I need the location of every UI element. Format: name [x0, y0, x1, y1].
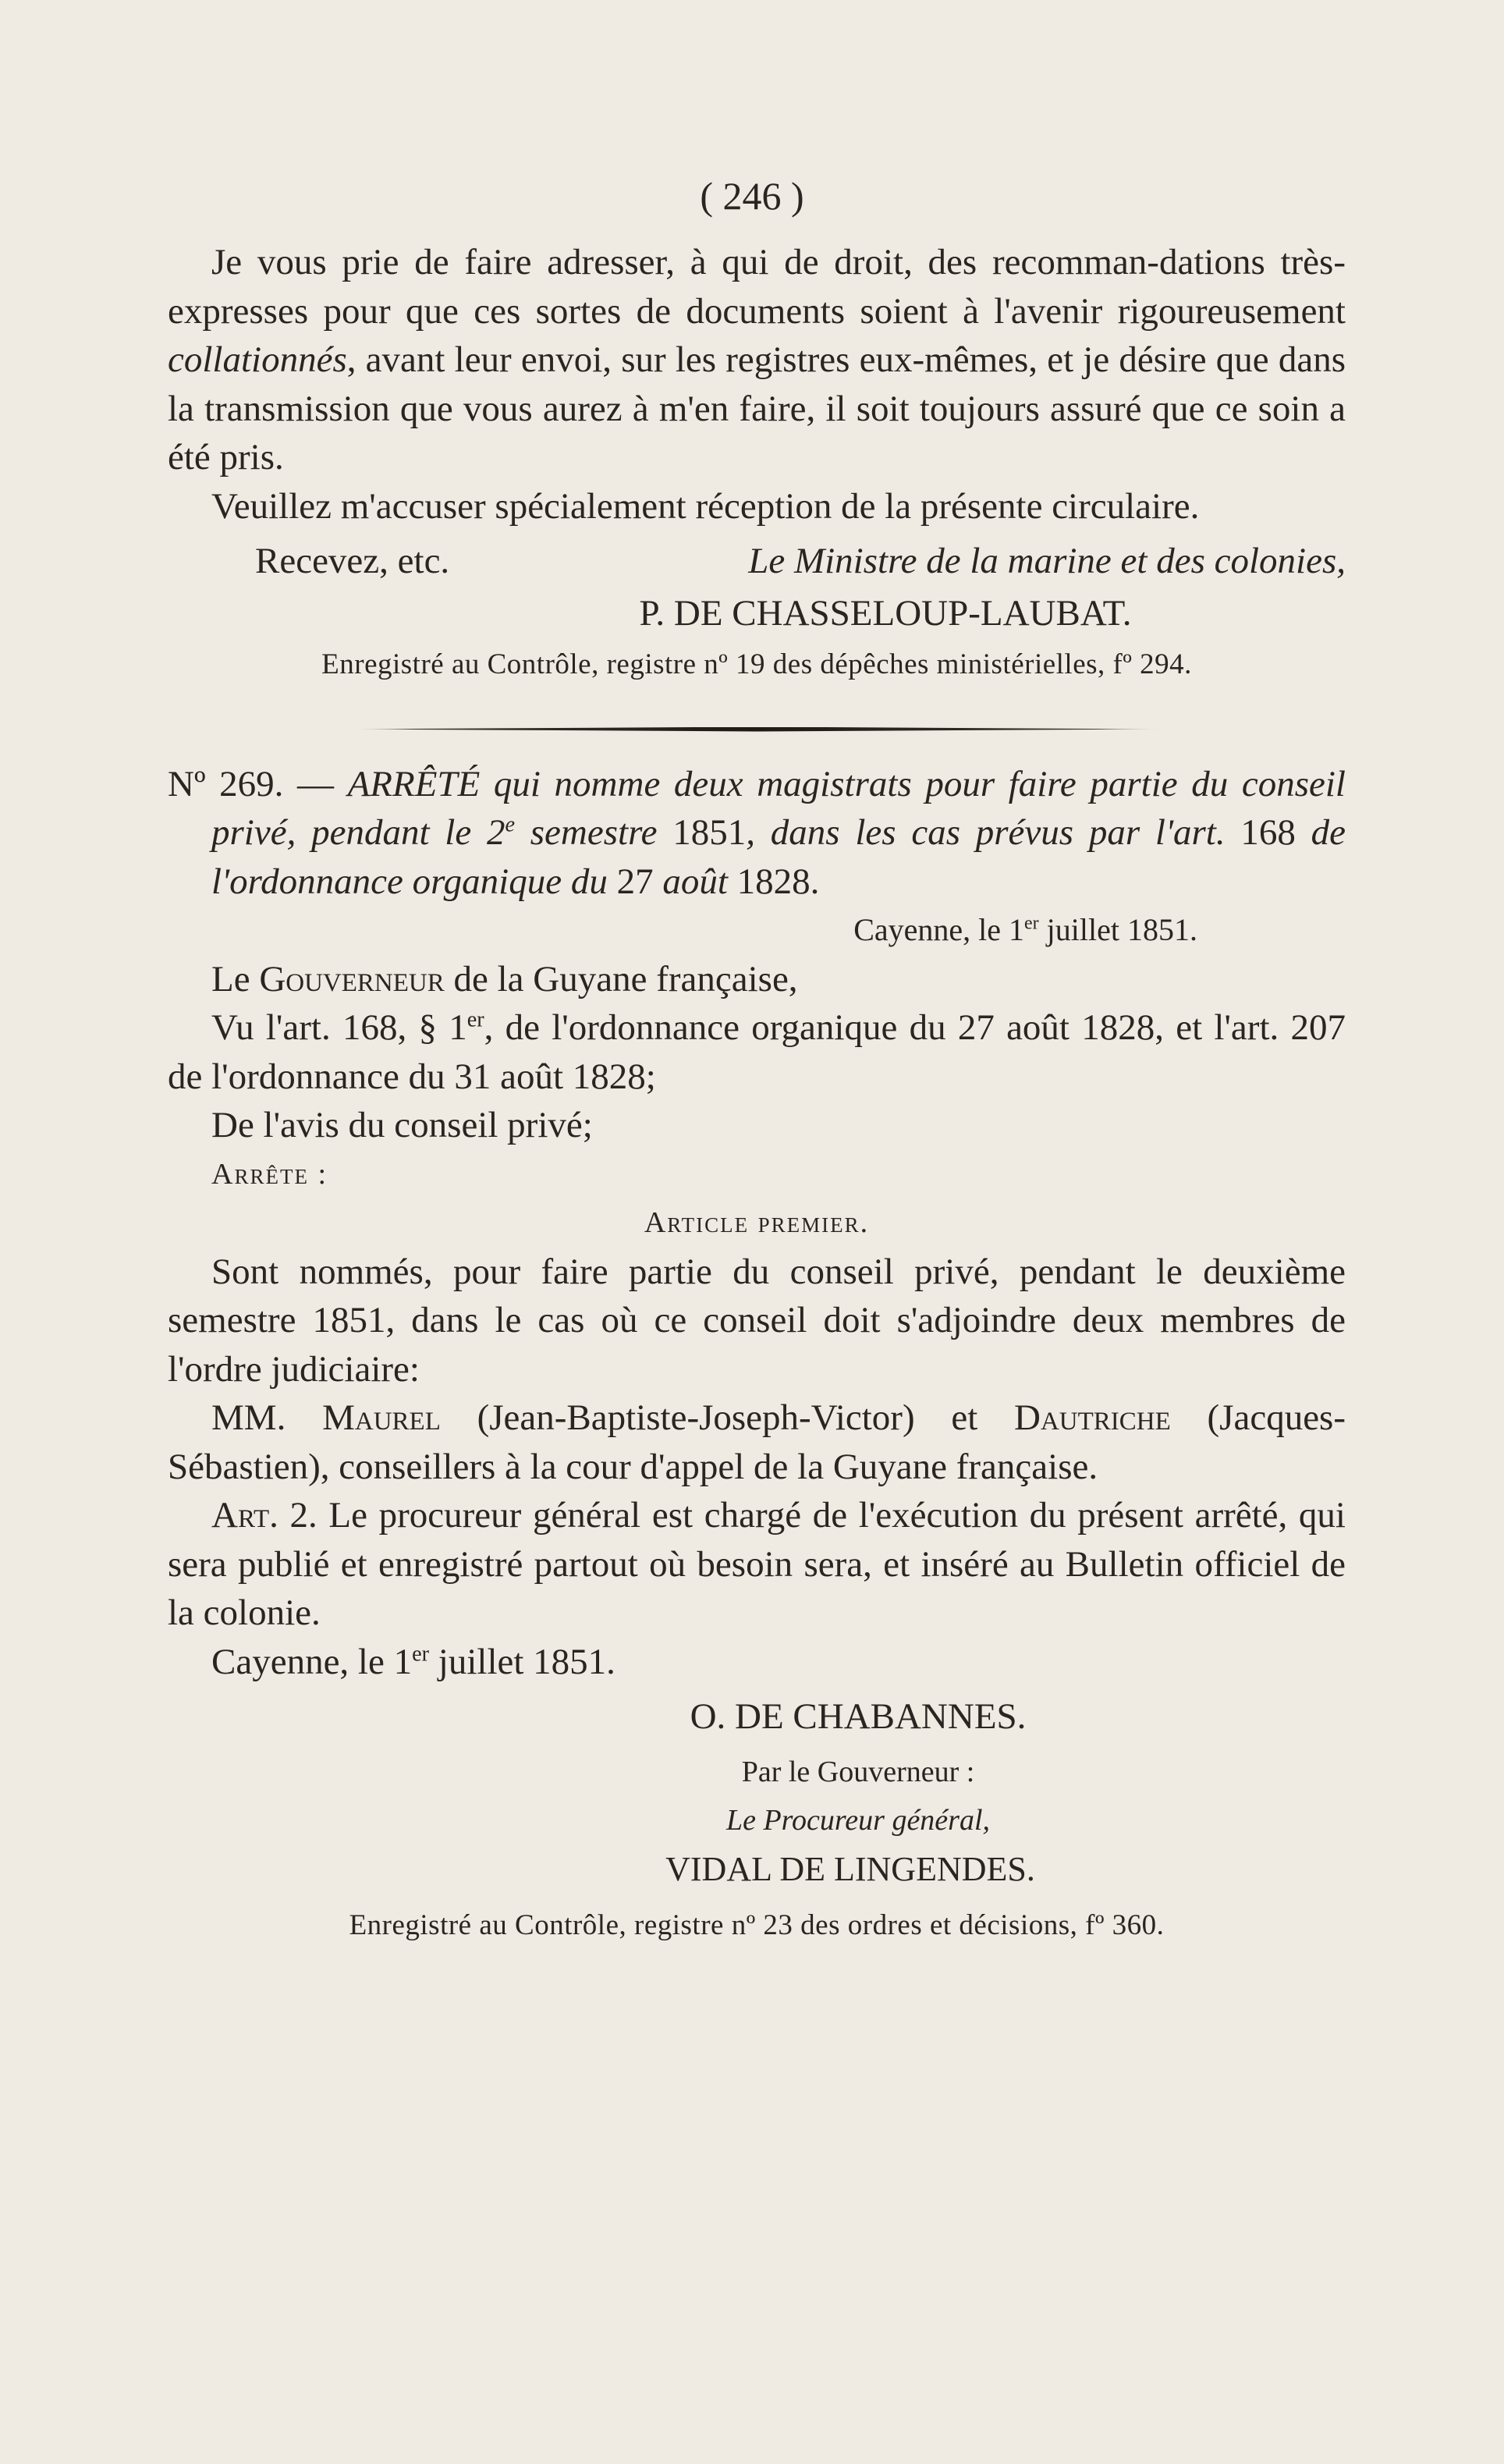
gouverneur-a: Le	[211, 958, 260, 999]
article-premier-heading: Article premier.	[644, 1206, 870, 1239]
paragraph-recommendations	[168, 238, 1346, 482]
decree-date-sup: er	[1024, 913, 1039, 934]
gouverneur-line	[168, 955, 1346, 1004]
decree-title	[168, 760, 1346, 907]
registration-note-2: Enregistré au Contrôle, registre nº 23 des ordres et décisions, fº 360.	[349, 1909, 1165, 1941]
decree-title-part: de l'ordonnance organique du	[211, 812, 1346, 902]
para1-text-a: Je vous prie de faire adresser, à qui de droit, des recomman-dations très-expresses pour que ces sortes de documents soient à l'avenir rigoureusement	[168, 242, 1346, 332]
avis-line: De l'avis du conseil privé;	[211, 1105, 593, 1145]
vu-sup: er	[466, 1007, 484, 1032]
art2-text: Le procureur général est chargé de l'exécution du présent arrêté, qui sera publié et enregistré partout où besoin sera, et inséré au Bulletin officiel de la colonie.	[168, 1495, 1346, 1633]
closing-date-a: Cayenne, le 1	[211, 1641, 413, 1682]
mm-paragraph	[168, 1394, 1346, 1491]
recevez-text: Recevez, etc.	[255, 541, 450, 581]
minister-name: P. DE CHASSELOUP-LAUBAT.	[639, 592, 1132, 634]
decree-title-part: 1828	[736, 861, 811, 902]
gouverneur-sc: Gouverneur	[259, 958, 445, 999]
arrete-heading: Arrête :	[211, 1157, 328, 1191]
decree-date	[168, 906, 1346, 955]
decree-title-sup: e	[505, 812, 515, 837]
art2-label: Art. 2.	[211, 1495, 317, 1536]
mm-b: (Jean-Baptiste-Joseph-Victor) et	[440, 1397, 1015, 1438]
closing-line	[168, 537, 1346, 586]
minister-title: Le Ministre de la marine et des colonies,	[748, 541, 1346, 581]
mm-a: MM.	[211, 1397, 323, 1438]
procureur-title: Le Procureur général,	[725, 1804, 991, 1837]
page-number: ( 246 )	[700, 174, 804, 218]
decree-date-a: Cayenne, le 1	[853, 912, 1025, 947]
decree-title-part: 168	[1240, 812, 1296, 853]
sont-nommes-paragraph: Sont nommés, pour faire partie du conseil privé, pendant le deuxième semestre 1851, dans le cas où ce conseil doit s'adjoindre deux membres de l'ordre judiciaire:	[168, 1251, 1346, 1390]
mm-name-1: Maurel	[322, 1397, 441, 1438]
para1-italic: collationnés	[168, 339, 347, 380]
decree-title-part: 1851	[672, 812, 747, 853]
closing-date-sup: er	[412, 1641, 430, 1666]
paragraph-acknowledge: Veuillez m'accuser spécialement réception de la présente circulaire.	[211, 485, 1200, 527]
body-text	[168, 238, 1346, 1951]
gouverneur-b: de la Guyane française,	[444, 958, 798, 999]
decree-title-part: , dans les cas prévus par l'art.	[746, 812, 1241, 853]
decree-title-part: semestre	[515, 812, 673, 853]
decree-title-part: ARRÊTÉ qui nomme deux magistrats pour faire partie du conseil privé, pendant le 2	[211, 763, 1346, 853]
closing-date	[168, 1638, 1346, 1687]
par-le-gouverneur: Par le Gouverneur :	[741, 1755, 975, 1788]
vu-paragraph	[168, 1003, 1346, 1101]
para1-text-b: , avant leur envoi, sur les registres eux-mêmes, et je désire que dans la transmission que vous aurez à m'en faire, il soit toujours assuré que ce soin a été pris.	[168, 339, 1346, 478]
decree-date-b: juillet 1851.	[1038, 912, 1197, 947]
decree-number: Nº 269. —	[168, 763, 348, 804]
registration-note-1: Enregistré au Contrôle, registre nº 19 des dépêches ministérielles, fº 294.	[321, 648, 1192, 680]
mm-name-2: Dautriche	[1014, 1397, 1171, 1438]
decree-title-part: août	[653, 861, 737, 902]
vu-b: , de l'ordonnance organique du 27 août 1828, et l'art. 207 de l'ordonnance du 31 août 1828;	[168, 1007, 1346, 1097]
vu-a: Vu l'art. 168, § 1	[211, 1007, 467, 1048]
governor-signature: O. DE CHABANNES.	[690, 1696, 1027, 1737]
article-2-paragraph	[168, 1491, 1346, 1638]
mm-c: (Jacques-Sébastien), conseillers à la cour d'appel de la Guyane française.	[168, 1397, 1346, 1487]
procureur-name: VIDAL DE LINGENDES.	[665, 1849, 1035, 1888]
decree-title-part: 27	[616, 861, 654, 902]
decree-title-part: .	[810, 861, 820, 902]
closing-date-b: juillet 1851.	[429, 1641, 615, 1682]
section-divider	[351, 727, 1162, 732]
